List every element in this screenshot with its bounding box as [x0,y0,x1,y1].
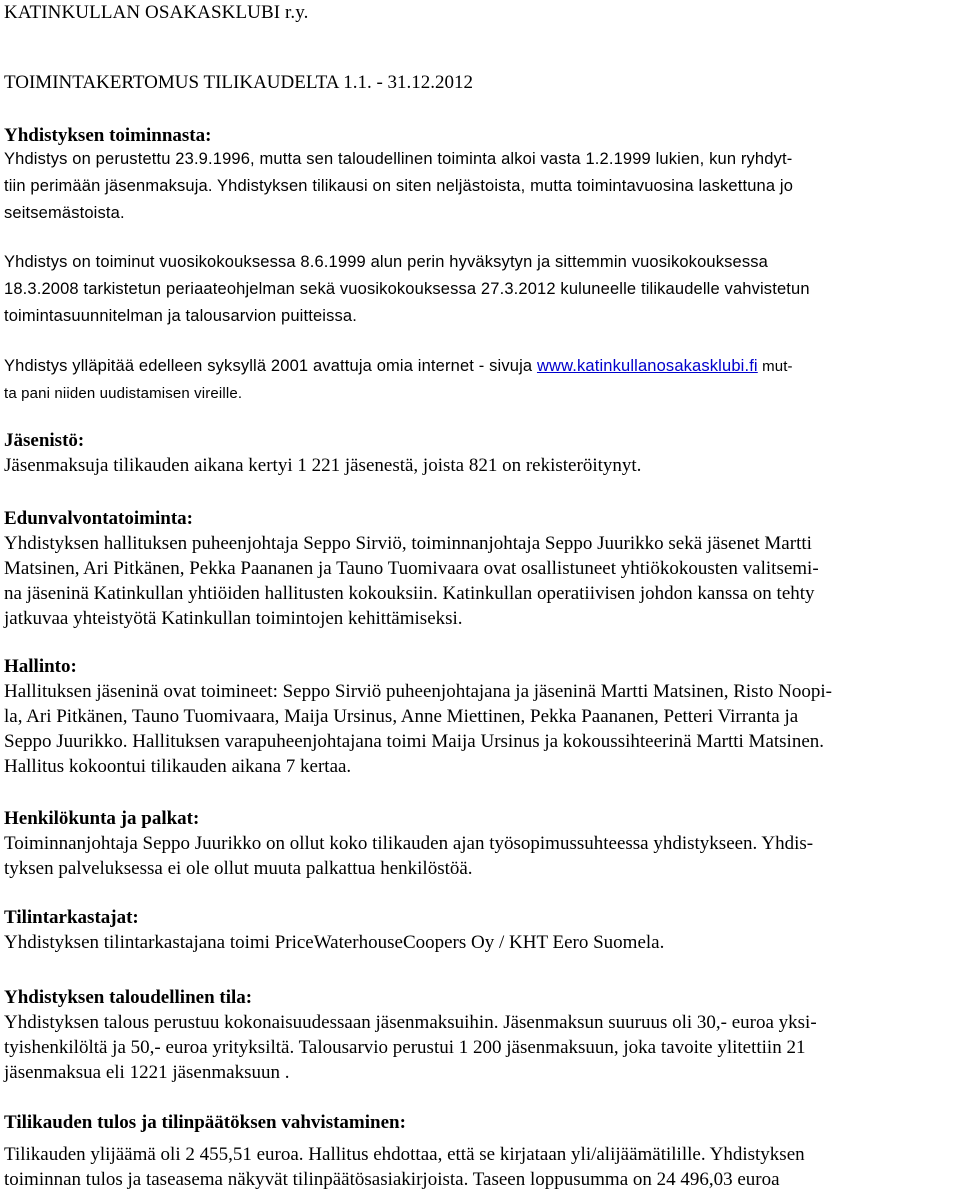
paragraph-line: Yhdistyksen hallituksen puheenjohtaja Seppo Sirviö, toiminnanjohtaja Seppo Juurikko sekä jäsenet Martti [4,533,812,554]
paragraph-line: Matsinen, Ari Pitkänen, Pekka Paananen ja Tauno Tuomivaara ovat osallistuneet yhtiökokousten valitsemi- [4,558,819,579]
internet-text: Yhdistys ylläpitää edelleen syksyllä 2001 avattuja omia internet - sivuja [4,357,537,375]
section-internet [4,353,952,407]
paragraph-line: Tilikauden ylijäämä oli 2 455,51 euroa. Hallitus ehdottaa, että se kirjataan yli/alijäämätilille. Yhdistyksen [4,1144,805,1165]
paragraph-line: toimintasuunnitelman ja talousarvion puitteissa. [4,307,357,325]
paragraph-line: tyksen palveluksessa ei ole ollut muuta palkattua henkilöstöä. [4,858,473,879]
paragraph-line: 18.3.2008 tarkistetun periaateohjelman sekä vuosikokouksessa 27.3.2012 kuluneelle tilikaudelle vahvistetun [4,280,810,298]
section-jasenisto [4,428,952,478]
section-heading: Yhdistyksen taloudellinen tila: [4,987,253,1008]
paragraph-line: seitsemästoista. [4,204,125,222]
paragraph-line: Yhdistyksen talous perustuu kokonaisuudessaan jäsenmaksuihin. Jäsenmaksun suuruus oli 30,- euroa yksi- [4,1012,817,1033]
report-title: TOIMINTAKERTOMUS TILIKAUDELTA 1.1. - 31.12.2012 [4,72,474,93]
section-heading: Jäsenistö: [4,430,85,451]
paragraph-line: Toiminnanjohtaja Seppo Juurikko on ollut koko tilikauden ajan työsopimussuhteessa yhdistykseen. Yhdis- [4,833,814,854]
section-tilintarkastajat [4,905,952,955]
paragraph-line: na jäseninä Katinkullan yhtiöiden hallitusten kokouksiin. Katinkullan operatiivisen johdon kanssa on tehty [4,583,815,604]
paragraph-line: Hallituksen jäseninä ovat toimineet: Seppo Sirviö puheenjohtajana ja jäseninä Martti Matsinen, Risto Noopi- [4,681,832,702]
paragraph-line: tyishenkilöltä ja 50,- euroa yrityksiltä. Talousarvio perustui 1 200 jäsenmaksuun, joka tavoite ylitettiin 21 [4,1037,806,1058]
paragraph-line: Yhdistys on perustettu 23.9.1996, mutta sen taloudellinen toiminta alkoi vasta 1.2.1999 lukien, kun ryhdyt- [4,150,793,168]
paragraph-line: toiminnan tulos ja taseasema näkyvät tilinpäätösasiakirjoista. Taseen loppusumma on 24 496,03 euroa [4,1169,780,1190]
internet-text-end: mut- [757,358,793,375]
paragraph-line: Yhdistyksen tilintarkastajana toimi PriceWaterhouseCoopers Oy / KHT Eero Suomela. [4,932,665,953]
section-toiminta-body [4,146,952,227]
section-henkilokunta [4,806,952,881]
section-kokoukset [4,249,952,330]
section-heading: Tilintarkastajat: [4,907,139,928]
section-hallinto [4,654,952,779]
website-link[interactable]: www.katinkullanosakasklubi.fi [536,357,758,375]
paragraph-line: jäsenmaksua eli 1221 jäsenmaksuun . [4,1062,290,1083]
organization-name: KATINKULLAN OSAKASKLUBI r.y. [4,2,309,23]
paragraph-line: ta pani niiden uudistamisen vireille. [4,385,243,402]
section-heading: Henkilökunta ja palkat: [4,808,200,829]
paragraph-line [4,353,952,380]
paragraph-line: Hallitus kokoontui tilikauden aikana 7 kertaa. [4,756,352,777]
paragraph-line: tiin perimään jäsenmaksuja. Yhdistyksen tilikausi on siten neljästoista, mutta toimintavuosina laskettuna jo [4,177,794,195]
paragraph-line: Jäsenmaksuja tilikauden aikana kertyi 1 221 jäsenestä, joista 821 on rekisteröitynyt. [4,455,642,476]
paragraph-line: jatkuvaa yhteistyötä Katinkullan toimintojen kehittämiseksi. [4,608,463,629]
section-edunvalvonta [4,506,952,631]
paragraph-line: la, Ari Pitkänen, Tauno Tuomivaara, Maija Ursinus, Anne Miettinen, Pekka Paananen, Petteri Virranta ja [4,706,799,727]
section-heading: Edunvalvontatoiminta: [4,508,193,529]
section-heading: Tilikauden tulos ja tilinpäätöksen vahvistaminen: [4,1112,406,1133]
section-toiminta [4,123,952,148]
paragraph-line: Yhdistys on toiminut vuosikokouksessa 8.6.1999 alun perin hyväksytyn ja sittemmin vuosikokouksessa [4,253,768,271]
section-heading: Yhdistyksen toiminnasta: [4,125,212,146]
paragraph-line: Seppo Juurikko. Hallituksen varapuheenjohtajana toimi Maija Ursinus ja kokoussihteerinä Martti Matsinen. [4,731,825,752]
section-heading: Hallinto: [4,656,77,677]
section-tulos [4,1110,952,1192]
section-talous [4,985,952,1085]
